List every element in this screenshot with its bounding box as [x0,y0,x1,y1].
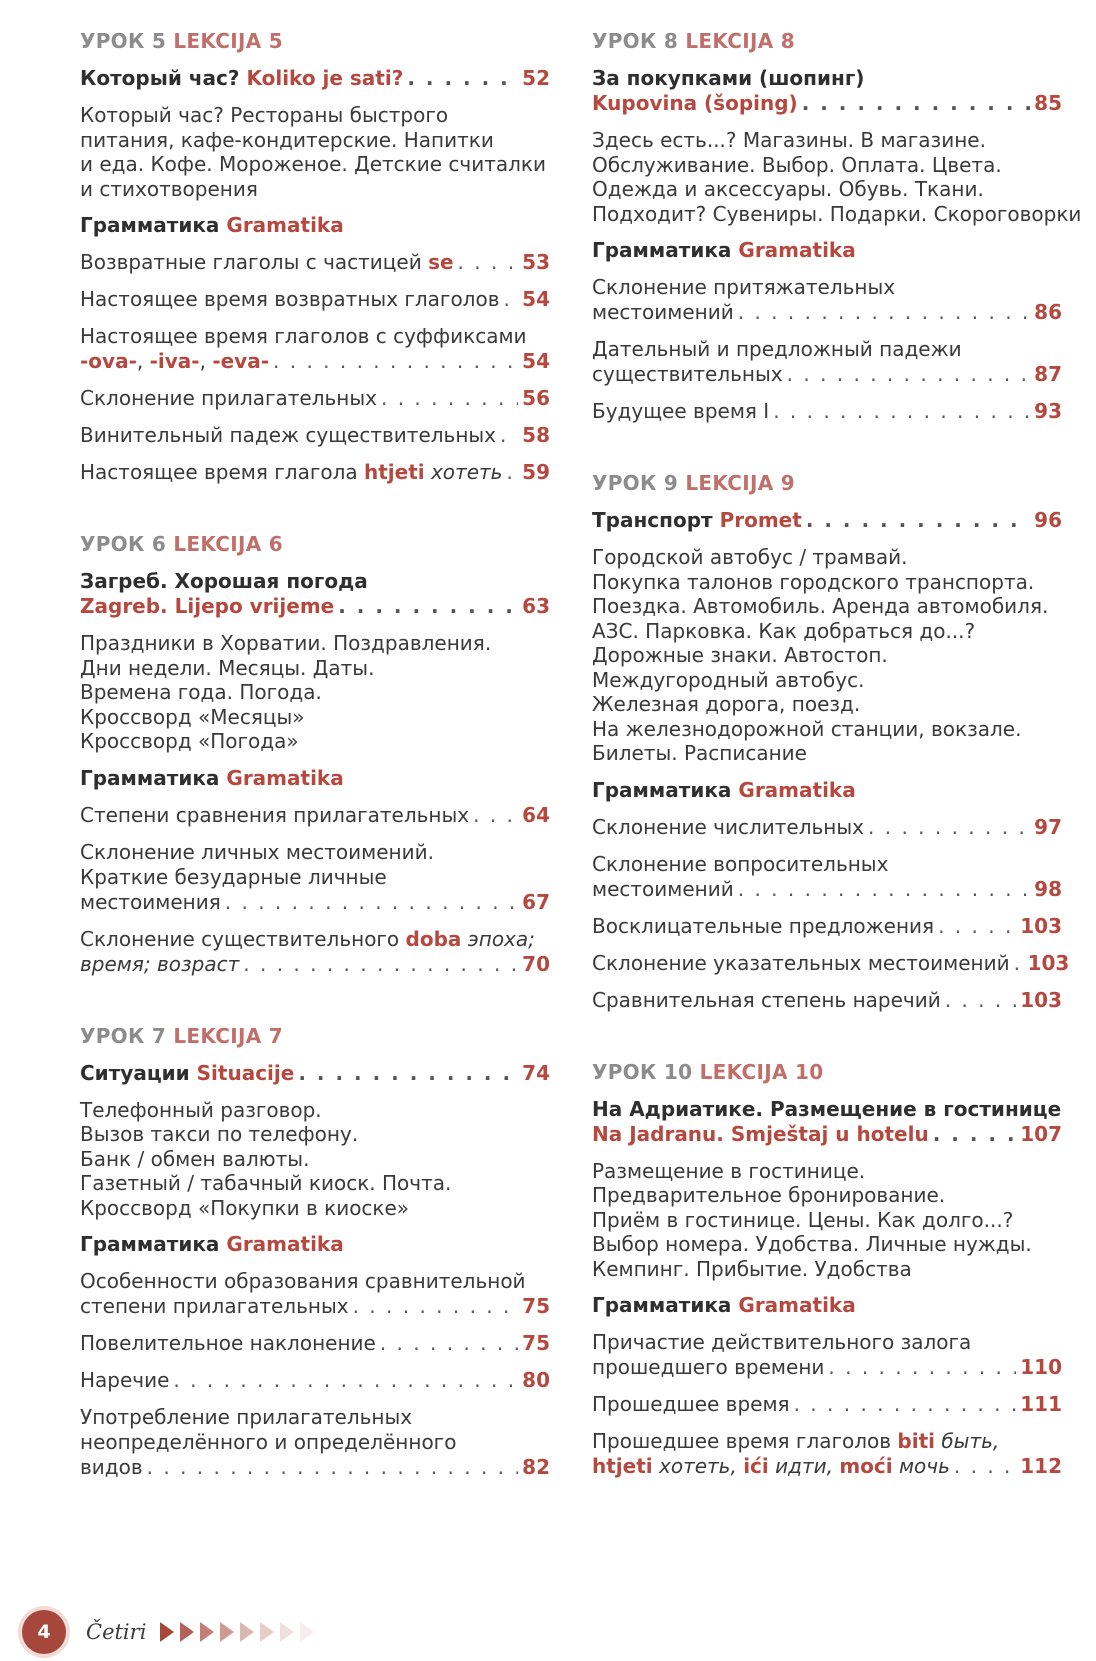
lesson-heading: УРОК 8 LEKCIJA 8 [592,29,795,53]
lesson-heading: УРОК 6 LEKCIJA 6 [80,532,283,556]
lesson-heading: УРОК 5 LEKCIJA 5 [80,29,283,53]
toc-entry[interactable]: Употребление прилагательных неопределённого и определённого видов . . . 82 [80,1405,550,1480]
lesson-5 [80,28,550,485]
grammar-heading: Грамматика Gramatika [592,1293,856,1317]
topic-description: Праздники в Хорватии. Поздравления. Дни недели. Месяцы. Даты. Времена года. Погода. Кроссворд «Месяцы» Кроссворд «Погода» [80,631,492,753]
page-number-badge: 4 [22,1610,66,1654]
right-column [592,28,1082,1525]
toc-entry[interactable]: Сравнительная степень наречий . . . 103 [592,988,1062,1013]
lesson-8 [592,28,1082,424]
lesson-topic-entry[interactable]: Транспорт Promet . . . 96 [592,508,1062,533]
topic-description: Городской автобус / трамвай. Покупка талонов городского транспорта. Поездка. Автомобиль. Аренда автомобиля. АЗС. Парковка. Как добраться до...? Дорожные знаки. Автостоп. Междугородный автобус. Железная дорога, поезд. На железнодорожной станции, вокзале. Билеты. Расписание [592,545,1049,765]
toc-entry[interactable]: Восклицательные предложения . . . 103 [592,914,1062,939]
grammar-heading: Грамматика Gramatika [592,238,856,262]
toc-entry[interactable]: Склонение личных местоимений. Краткие безударные личные местоимения . . . 67 [80,840,550,915]
toc-entry[interactable]: Склонение числительных . . . 97 [592,815,1062,840]
lesson-heading: УРОК 7 LEKCIJA 7 [80,1023,283,1048]
topic-description: Телефонный разговор. Вызов такси по телефону. Банк / обмен валюты. Газетный / табачный киоск. Почта. Кроссворд «Покупки в киоске» [80,1097,452,1220]
lesson-topic-entry[interactable]: Загреб. Хорошая погода Zagreb. Lijepo vrijeme . . . 63 [80,569,550,619]
page-footer [22,1610,320,1654]
lesson-9 [592,470,1070,1013]
lesson-heading: УРОК 10 LEKCIJA 10 [592,1059,824,1084]
lesson-topic-entry[interactable]: Который час? Koliko je sati? . . . 52 [80,66,550,91]
topic-description: Здесь есть...? Магазины. В магазине. Обслуживание. Выбор. Оплата. Цвета. Одежда и аксессуары. Обувь. Ткани. Подходит? Сувениры. Подарки. Скороговорки [592,128,1082,226]
toc-entry[interactable]: Настоящее время глагола htjeti хотеть . . . 59 [80,460,550,485]
lesson-heading: УРОК 9 LEKCIJA 9 [592,471,795,495]
lesson-6 [80,531,550,977]
toc-entry[interactable]: Склонение указательных местоимений . . . 103 [592,951,1062,976]
toc-entry[interactable]: Причастие действительного залога прошедшего времени . . . 110 [592,1330,1062,1380]
toc-entry[interactable]: Степени сравнения прилагательных . . . 64 [80,803,550,828]
toc-entry[interactable]: Настоящее время глаголов с суффиксами -ova-, -iva-, -eva- . . . 54 [80,324,550,374]
toc-entry[interactable]: Прошедшее время глаголов biti быть, htjeti хотеть, ići идти, moći мочь . . . 112 [592,1429,1062,1479]
toc-entry[interactable]: Наречие . . . 80 [80,1368,550,1393]
lesson-topic-entry[interactable]: Ситуации Situacije . . . 74 [80,1061,550,1086]
toc-entry[interactable]: Склонение существительного doba эпоха; время; возраст . . . 70 [80,927,550,977]
toc-entry[interactable]: Склонение вопросительных местоимений . . . 98 [592,852,1062,902]
toc-entry[interactable]: Будущее время I . . . 93 [592,399,1062,424]
toc-entry[interactable]: Возвратные глаголы с частицей se . . . 53 [80,250,550,275]
topic-description: Который час? Рестораны быстрого питания, кафе-кондитерские. Напитки и еда. Кофе. Мороженое. Детские считалки и стихотворения [80,103,546,201]
page-number-word: Četiri [86,1620,147,1644]
grammar-heading: Грамматика Gramatika [80,765,344,790]
toc-entry[interactable]: Склонение притяжательных местоимений . . . 86 [592,275,1062,325]
lesson-topic-entry[interactable]: За покупками (шопинг) Kupovina (šoping) . . . 85 [592,66,1062,116]
toc-entry[interactable]: Прошедшее время . . . 111 [592,1392,1062,1417]
toc-entry[interactable]: Дательный и предложный падежи существительных . . . 87 [592,337,1062,387]
toc-entry[interactable]: Винительный падеж существительных . . . 58 [80,423,550,448]
toc-entry[interactable]: Настоящее время возвратных глаголов . . . 54 [80,287,550,312]
grammar-heading: Грамматика Gramatika [80,213,344,237]
lesson-7 [80,1023,550,1481]
toc-entry[interactable]: Повелительное наклонение . . . 75 [80,1331,550,1356]
lesson-topic-entry[interactable]: На Адриатике. Размещение в гостинице Na Jadranu. Smještaj u hotelu . . . 107 [592,1097,1062,1147]
grammar-heading: Грамматика Gramatika [592,777,856,802]
lesson-10 [592,1059,1062,1480]
page-number: 52 [522,66,550,90]
grammar-heading: Грамматика Gramatika [80,1232,344,1256]
toc-entry[interactable]: Склонение прилагательных . . . 56 [80,386,550,411]
left-column [80,28,550,1526]
toc-entry[interactable]: Особенности образования сравнительной степени прилагательных . . . 75 [80,1269,550,1319]
topic-description: Размещение в гостинице. Предварительное бронирование. Приём в гостинице. Цены. Как долго...? Выбор номера. Удобства. Личные нужды. Кемпинг. Прибытие. Удобства [592,1158,1032,1281]
arrow-decoration-icon [160,1622,320,1642]
